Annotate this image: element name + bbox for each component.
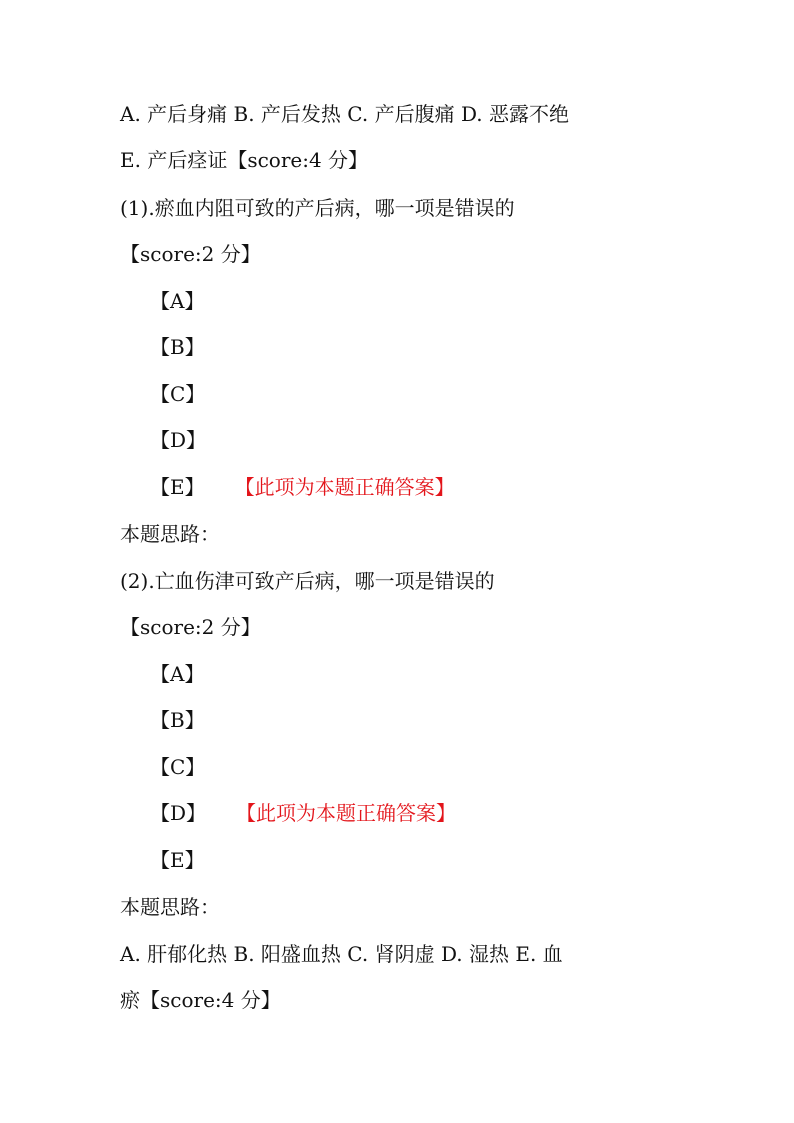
group1-options-line-1: A. 产后身痛 B. 产后发热 C. 产后腹痛 D. 恶露不绝 xyxy=(120,102,569,126)
group2-options-line-2: 瘀【score:4 分】 xyxy=(120,988,281,1012)
group2-options-line-1: A. 肝郁化热 B. 阳盛血热 C. 肾阴虚 D. 湿热 E. 血 xyxy=(120,942,563,966)
question-1-option-c: 【C】 xyxy=(150,382,206,406)
question-2-option-e: 【E】 xyxy=(150,848,205,872)
question-2-option-c: 【C】 xyxy=(150,755,206,779)
question-1-stem: (1).瘀血内阻可致的产后病，哪一项是错误的 xyxy=(120,196,515,220)
question-2-option-b: 【B】 xyxy=(150,708,205,732)
question-2-correct-answer-marker: 【此项为本题正确答案】 xyxy=(246,801,457,825)
question-1-option-a: 【A】 xyxy=(150,289,205,313)
question-1-option-e: 【E】 xyxy=(150,475,205,499)
question-2-rationale-label: 本题思路： xyxy=(120,895,220,919)
question-1-option-e-row xyxy=(150,473,455,501)
question-2-stem: (2).亡血伤津可致产后病，哪一项是错误的 xyxy=(120,569,495,593)
question-1-score: 【score:2 分】 xyxy=(120,242,261,266)
question-2-option-a: 【A】 xyxy=(150,662,205,686)
question-1-option-d: 【D】 xyxy=(150,428,207,452)
question-1-rationale-label: 本题思路： xyxy=(120,522,220,546)
question-1-option-b: 【B】 xyxy=(150,335,205,359)
question-2-option-d: 【D】 xyxy=(150,801,207,825)
question-2-score: 【score:2 分】 xyxy=(120,615,261,639)
question-1-correct-answer-marker: 【此项为本题正确答案】 xyxy=(244,475,455,499)
group1-options-line-2: E. 产后痉证【score:4 分】 xyxy=(120,148,369,172)
question-2-option-d-row xyxy=(150,799,456,827)
